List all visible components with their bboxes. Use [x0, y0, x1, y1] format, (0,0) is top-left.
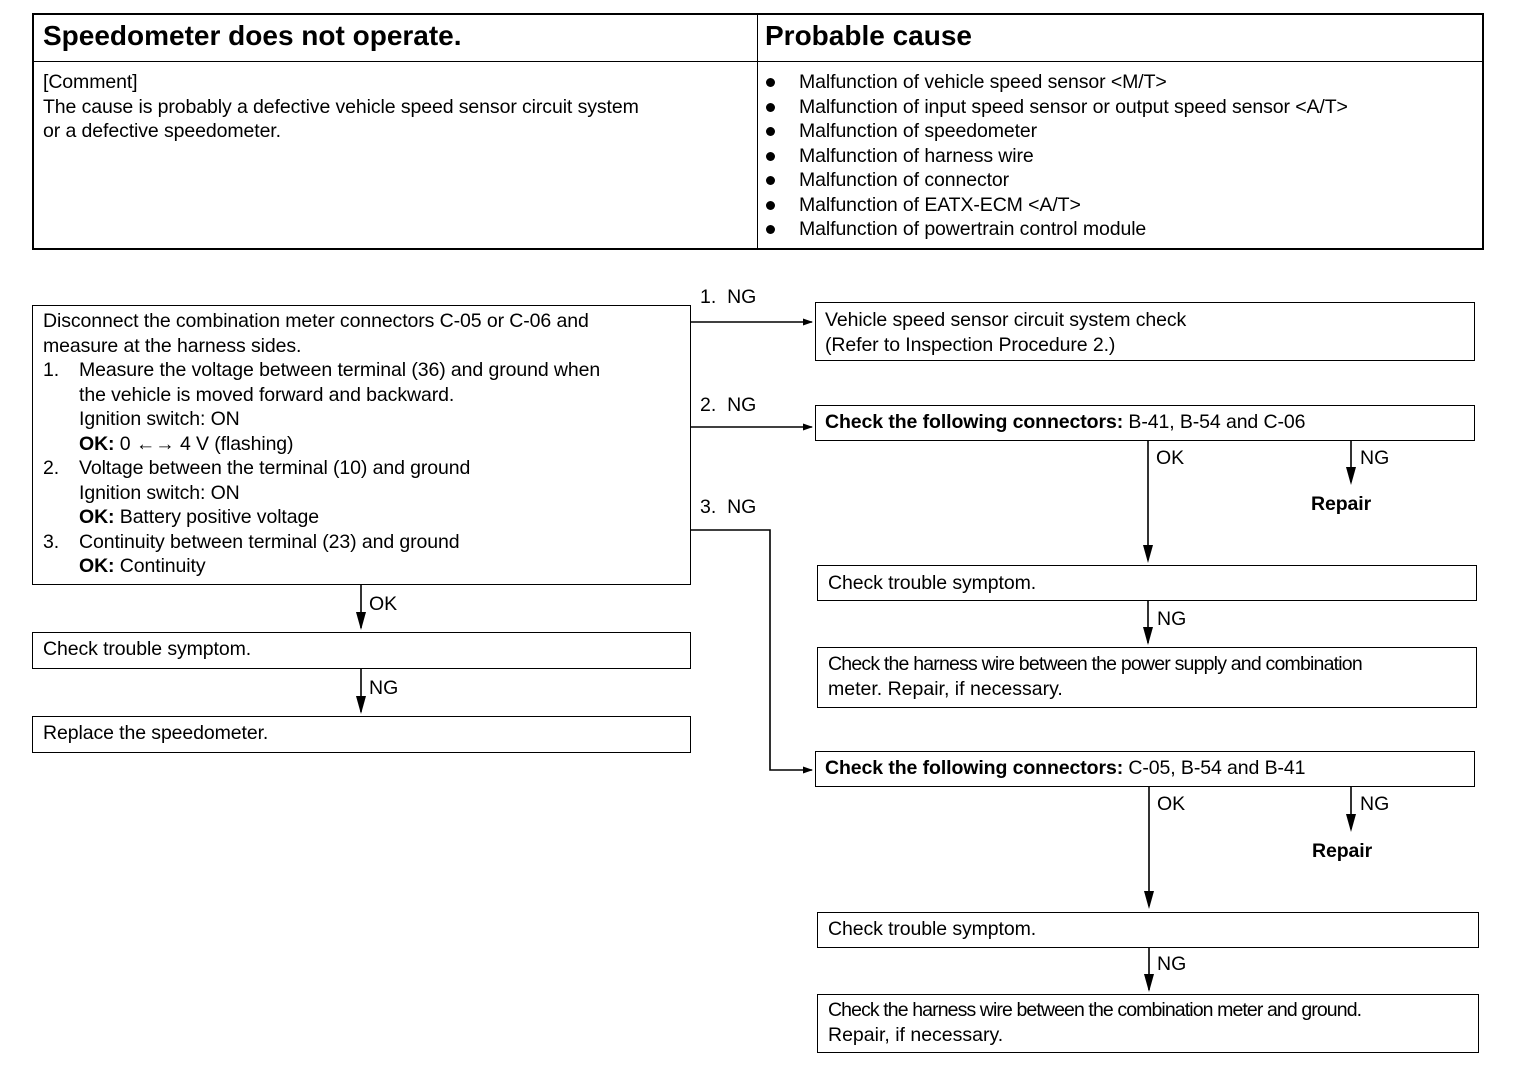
- cause-text: Malfunction of vehicle speed sensor <M/T>: [799, 71, 1167, 93]
- branch-label-ng1: 1. NG: [700, 286, 757, 308]
- arrowhead-down: [1144, 891, 1154, 909]
- item-number: 2.: [43, 457, 60, 479]
- vss-check-line: (Refer to Inspection Procedure 2.): [825, 333, 1116, 356]
- ok-criteria: [79, 554, 688, 579]
- item-number: 3.: [43, 530, 60, 553]
- branch-label-ng: NG: [1360, 447, 1390, 469]
- comment-label: [Comment]: [43, 71, 138, 93]
- cause-text: Malfunction of speedometer: [799, 120, 1038, 142]
- arrowhead-down: [1346, 467, 1356, 485]
- branch-label-ok: OK: [369, 593, 398, 615]
- repair-a: Repair: [1311, 493, 1372, 515]
- ok-value: Continuity: [119, 555, 206, 577]
- ok-label: OK:: [79, 432, 115, 455]
- ok-label: OK:: [79, 506, 115, 528]
- intro-line: Disconnect the combination meter connectors C-05 or C-06 and: [43, 310, 589, 332]
- check-item-3: [43, 530, 688, 579]
- item-line: Continuity between terminal (23) and ground: [79, 530, 460, 553]
- intro-line: measure at the harness sides.: [43, 334, 302, 357]
- item-line: Ignition switch: ON: [79, 481, 240, 504]
- harness-line: meter. Repair, if necessary.: [828, 677, 1063, 700]
- check-symptom-left-text: Check trouble symptom.: [43, 638, 252, 660]
- harness-check-a-text: [828, 652, 1362, 701]
- repair-b: Repair: [1312, 840, 1373, 862]
- comment-text-line: The cause is probably a defective vehicle speed sensor circuit system: [43, 95, 639, 118]
- branch-label-ok: OK: [1156, 447, 1185, 469]
- item-line: Measure the voltage between terminal (36) and ground when: [79, 359, 601, 381]
- check-symptom-b-text: Check trouble symptom.: [828, 918, 1037, 940]
- ok-value: 0 ←→ 4 V (flashing): [119, 432, 294, 455]
- ok-value: Battery positive voltage: [119, 506, 319, 528]
- check-item-1: [43, 358, 688, 456]
- harness-line: Check the harness wire between the combination meter and ground.: [828, 999, 1362, 1021]
- ok-label: OK:: [79, 555, 115, 577]
- arrow-ng3: [691, 530, 812, 770]
- ok-criteria: [79, 432, 688, 457]
- harness-line: Repair, if necessary.: [828, 1023, 1004, 1046]
- connectors-label: Check the following connectors:: [825, 411, 1124, 433]
- arrowhead-down: [1346, 814, 1356, 832]
- connectors-label: Check the following connectors:: [825, 757, 1124, 779]
- branch-label-ng: NG: [369, 677, 399, 699]
- branch-label-ok: OK: [1157, 793, 1186, 815]
- vss-check-text: [825, 308, 1186, 357]
- item-line: the vehicle is moved forward and backward.: [79, 383, 455, 406]
- probable-cause-title: Probable cause: [765, 20, 972, 51]
- branch-label-ng: NG: [1157, 953, 1187, 975]
- harness-line: Check the harness wire between the power supply and combination: [828, 653, 1362, 675]
- arrowhead-down: [1143, 545, 1153, 563]
- cause-text: Malfunction of connector: [799, 169, 1010, 191]
- cause-text: Malfunction of harness wire: [799, 144, 1034, 167]
- replace-speedometer-text: Replace the speedometer.: [43, 722, 269, 744]
- arrowhead-down: [356, 696, 366, 714]
- check-symptom-a-text: Check trouble symptom.: [828, 572, 1037, 594]
- cause-text: Malfunction of powertrain control module: [799, 218, 1147, 240]
- arrowhead-down: [1144, 974, 1154, 992]
- comment-text-line: or a defective speedometer.: [43, 120, 281, 142]
- connectors-list: C-05, B-54 and B-41: [1123, 757, 1306, 779]
- connectors-check-b-text: [825, 756, 1305, 781]
- cause-text: Malfunction of input speed sensor or output speed sensor <A/T>: [799, 95, 1348, 118]
- symptom-title: Speedometer does not operate.: [43, 20, 462, 51]
- arrowhead-down: [356, 612, 366, 630]
- ok-criteria: [79, 505, 688, 530]
- arrowhead-down: [1143, 627, 1153, 645]
- branch-label-ng2: 2. NG: [700, 394, 757, 416]
- check-item-2: [43, 456, 688, 530]
- branch-label-ng3: 3. NG: [700, 496, 757, 518]
- item-line: Ignition switch: ON: [79, 408, 240, 430]
- connectors-check-a-text: [825, 410, 1305, 435]
- vss-check-line: Vehicle speed sensor circuit system check: [825, 309, 1187, 331]
- item-number: 1.: [43, 359, 60, 381]
- main-step-text: [43, 309, 688, 579]
- branch-label-ng: NG: [1157, 608, 1187, 630]
- branch-label-ng: NG: [1360, 793, 1390, 815]
- connectors-list: B-41, B-54 and C-06: [1123, 411, 1306, 433]
- cause-text: Malfunction of EATX-ECM <A/T>: [799, 193, 1081, 216]
- item-line: Voltage between the terminal (10) and ground: [79, 457, 471, 479]
- harness-check-b-text: [828, 998, 1361, 1047]
